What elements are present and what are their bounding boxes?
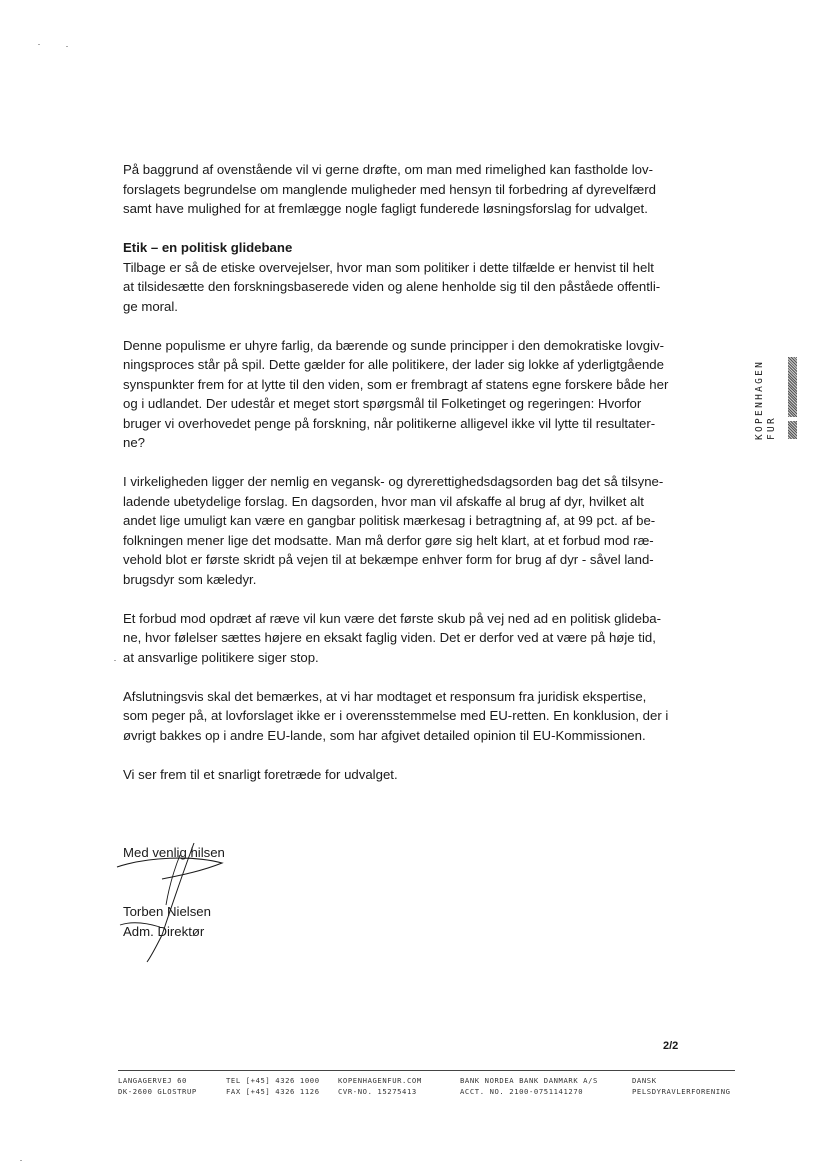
scan-speck: [66, 46, 68, 47]
scan-speck: [20, 1160, 22, 1161]
text-line: og i udlandet. Der udestår et meget stort spørgsmål til Folketinget og regeringen: Hvorfor: [123, 396, 642, 411]
text-line: På baggrund af ovenstående vil vi gerne drøfte, om man med rimelighed kan fastholde lov-: [123, 162, 653, 177]
footer-text: LANGAGERVEJ 60: [118, 1076, 187, 1085]
footer-text: CVR-NO. 15275413: [338, 1087, 417, 1096]
text-line: at tilsidesætte den forskningsbaserede viden og alene henholde sig til den påståede offentli-: [123, 279, 661, 294]
text-line: bruger vi overhovedet penge på forskning, når politikerne alligevel ikke vil lytte til resultater-: [123, 415, 656, 431]
footer-text: PELSDYRAVLERFORENING: [632, 1087, 731, 1096]
paragraph-3: [123, 336, 668, 453]
signature-image: [112, 835, 232, 965]
paragraph-5: [123, 609, 668, 668]
text-line: synspunkter frem for at lytte til den viden, som er frembragt af statens egne forskere både her: [123, 376, 669, 392]
brand-pattern-mark: [788, 421, 797, 439]
footer-text: TEL [+45] 4326 1000: [226, 1076, 320, 1085]
footer-bank: [460, 1075, 598, 1097]
text-line: forslagets begrundelse om manglende muligheder med hensyn til forbedring af dyrevelfærd: [123, 181, 656, 197]
text-line: øvrigt bakkes op i andre EU-lande, som har afgivet detailed opinion til EU-Kommissionen.: [123, 727, 646, 743]
text-line: ladende ubetydelige forslag. En dagsorden, hvor man vil afskaffe al brug af dyr, hvilket alt: [123, 493, 644, 509]
footer-divider: [118, 1070, 735, 1071]
footer-web: [338, 1075, 422, 1097]
closing-salutation: Med venlig hilsen: [123, 845, 225, 860]
footer-text: KOPENHAGENFUR.COM: [338, 1076, 422, 1085]
text-line: ge moral.: [123, 298, 178, 314]
text-line: vehold blot er første skridt på vejen til at bekæmpe enhver form for brug af dyr - såvel land-: [123, 552, 654, 567]
text-line: som peger på, at lovforslaget ikke er i overensstemmelse med EU-retten. En konklusion, der i: [123, 708, 669, 723]
text-line: at ansvarlige politikere siger stop.: [123, 649, 319, 665]
letter-body: [123, 160, 668, 804]
text-line: samt have mulighed for at fremlægge nogle fagligt funderede løsningsforslag for udvalget.: [123, 201, 648, 216]
page-number: 2/2: [663, 1040, 679, 1052]
text-line: folkningen mener lige det modsatte. Man må derfor gøre sig helt klart, at et forbud mod ræ-: [123, 532, 654, 548]
footer-organisation: [632, 1075, 731, 1097]
footer-address: [118, 1075, 197, 1097]
footer-text: ACCT. NO. 2100-0751141270: [460, 1087, 584, 1096]
scan-speck: [38, 44, 40, 45]
paragraph-6: [123, 687, 668, 746]
footer-phone: [226, 1075, 320, 1097]
paragraph-7: [123, 765, 668, 785]
signatory-name: Torben Nielsen: [123, 904, 211, 919]
signatory-title: Adm. Direktør: [123, 923, 205, 939]
signatory-block: [123, 902, 211, 941]
text-line: brugsdyr som kæledyr.: [123, 571, 257, 587]
footer-text: DANSK: [632, 1076, 657, 1085]
footer-text: BANK NORDEA BANK DANMARK A/S: [460, 1076, 598, 1085]
text-line: I virkeligheden ligger der nemlig en vegansk- og dyrerettighedsdagsorden bag det så tilsyne-: [123, 474, 664, 489]
text-line: ningsproces står på spil. Dette gælder for alle politikere, der lader sig lokke af yderligtgående: [123, 357, 664, 372]
section-ethics: [123, 238, 668, 316]
text-line: Vi ser frem til et snarligt foretræde for udvalget.: [123, 766, 398, 782]
letterhead-footer: [118, 1075, 738, 1105]
brand-name-line: FUR: [766, 415, 777, 440]
text-line: ne, hvor følelser sættes højere en eksakt faglig viden. Det er derfor ved at være på høje tid,: [123, 630, 656, 645]
footer-text: FAX [+45] 4326 1126: [226, 1087, 320, 1096]
paragraph-4: [123, 472, 668, 589]
brand-pattern-mark: [788, 357, 797, 417]
paragraph-1: [123, 160, 668, 219]
text-line: andet lige umuligt kan være en gangbar politisk mærkesag i betragtning af, at 99 pct. af be-: [123, 513, 656, 528]
section-heading: Etik – en politisk glidebane: [123, 240, 293, 255]
brand-name-line: KOPENHAGEN: [754, 359, 765, 440]
text-line: Denne populisme er uhyre farlig, da bærende og sunde principper i den demokratiske lovgiv-: [123, 337, 664, 353]
scan-speck: [114, 660, 116, 661]
brand-logo: [754, 355, 812, 440]
text-line: Tilbage er så de etiske overvejelser, hvor man som politiker i dette tilfælde er henvist til helt: [123, 259, 654, 275]
text-line: ne?: [123, 435, 146, 450]
text-line: Afslutningsvis skal det bemærkes, at vi har modtaget et responsum fra juridisk ekspertise,: [123, 688, 647, 704]
footer-text: DK-2600 GLOSTRUP: [118, 1087, 197, 1096]
text-line: Et forbud mod opdræt af ræve vil kun være det første skub på vej ned ad en politisk glideba-: [123, 610, 662, 626]
